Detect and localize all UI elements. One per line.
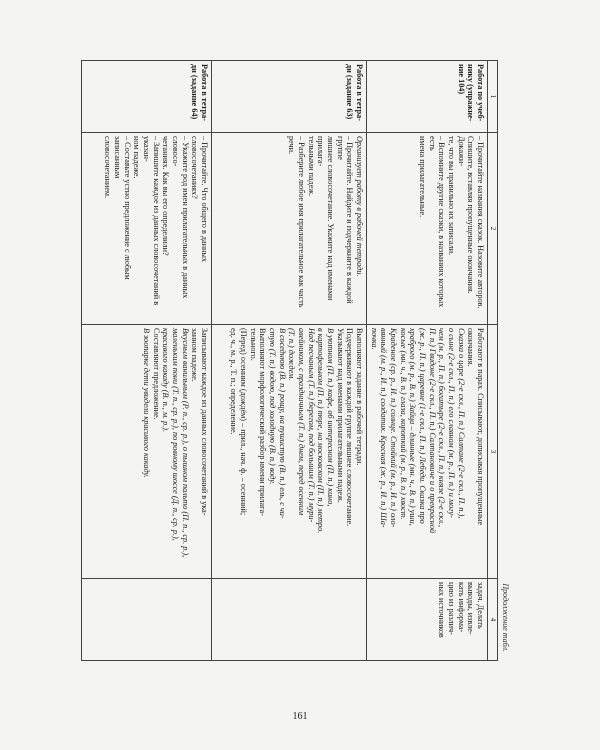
text-line: – Прочитайте. Что общего в данных словосочетаниях? [190,136,209,263]
text-line: четаниях. Как вы его определили? [161,136,171,256]
text-line: ном падеже. [132,136,142,179]
text-line: – Вспомните другие сказки, в названиях которых есть [427,136,447,308]
col-number-3: 3 [488,325,498,579]
text-line: – Разберите любое имя прилагательное как часть речи. [287,136,306,308]
text-line: в картофельном (П. п.) пюре, на московском (П. п.) метро. [316,328,326,534]
text-line: авейником, с праздничным (Т. п.) днем, перед осенним [296,328,306,516]
text-line: ных источников [437,582,447,638]
text-line: (Т. п.) дождем. [287,328,297,381]
text-line: косые (мн. ч., В. п.) глаза, короткий (м. р., В. п.) хвост. [398,328,408,520]
text-line: маленьким пони (Т. п., ср. р.), по ровному шоссе (Д. п., ср. р.), [170,328,180,541]
text-line: почка. [369,328,379,350]
text-line: Составляют предложение. [151,328,161,420]
col-number-1: 1 [488,61,498,133]
stage-cell: Работа в тетра-ди (задание 63) [211,61,366,133]
text-line: цию из различ- [446,582,456,635]
teacher-activity-cell [81,133,211,325]
text-line: В уютном (П. п.) кафе, об интересном (П. п.) кино, [325,328,335,507]
text-line: Спишите, вставляя пропущенные окончания. Докажи- [456,136,476,294]
text-line: П. п.) Гвидоне (2-е скл., П. п.) Салтановиче и о прекрасной [427,328,437,534]
col-number-4: 4 [488,579,498,661]
table-row [211,61,366,661]
text-line: чем (м. р., П. п.) богатыре (2-е скл., П. п.) князе (2-е скл., [437,328,447,528]
text-line: – Укажите род имен прилагательных в данных словосо- [170,136,190,299]
text-line: словосочетанием. [103,136,113,199]
text-line: о сыне (2-е скл., П. п.) его славном (м. р., П. п.) и могу- [446,328,456,518]
column-number-row [488,61,498,661]
text-line: Организует работу в рабочей тетради. [354,136,364,277]
text-line: имена прилагательные. [417,136,427,218]
lesson-table [81,60,498,661]
student-activity-cell [366,325,487,579]
text-line: вянный (м. р., И. п.) солдатик. Красная (ж. р., И. п.) Ша- [379,328,389,528]
text-line: Сказка о царе (2-е скл., П. п.) Салтане (2-е скл., П. п.), [456,328,466,519]
text-line: храброго (м. р., В. п.) Зайца – длинные (мн. ч., В. п.) уши, [408,328,418,526]
table-row [366,61,487,661]
text-line: Вкусным ванильным (Р. п., ср. р.), о пышном пальто (П. п., ср. р.), [180,328,190,558]
result-cell [81,579,211,661]
table-row [81,61,211,661]
text-line: выводы, извле- [466,582,476,635]
continuation-label: Продолжение табл. [501,583,510,652]
text-line: – Запишите каждое из данных словосочетаний в указан- [141,136,161,306]
page-number: 161 [292,711,308,722]
text-line: (Перед) осенним (дождём) – прил., нач. ф. – осенний; [238,328,248,516]
rotated-page [90,60,510,660]
text-line: Работают в парах. Списывают, дописывая пропущенные [476,328,485,526]
text-line: окончания. [466,328,476,367]
text-line: Выполняют морфологический разбор имени прилага- [258,328,268,516]
text-line: лишнее словосочетание. Укажите над именами прилага- [316,136,335,301]
text-line: Подчеркивают в каждой группе лишнее словосочетание. [345,328,355,527]
text-line: тельного. [248,328,258,361]
text-line: задач. Делать [476,582,485,629]
teacher-activity-cell [366,133,487,325]
text-line: занном падеже. [190,328,200,382]
result-cell [211,579,366,661]
text-line: – Прочитайте названия сказок. Назовите авторов. [476,136,485,309]
text-line: Выполняют задание в рабочей тетради. [354,328,364,466]
stage-cell: Работа в тетра-ди (задание 64) [81,61,211,133]
text-line: Краденое (ср. р., И. п.) солнце. Стойкий (м. р., И. п.) оло- [388,328,398,528]
student-activity-cell [211,325,366,579]
text-line: Указывают над именами прилагательными падеж. [335,328,345,503]
text-line: ед. ч., м. р., Т. п.; определение. [229,328,239,435]
col-number-2: 2 [488,133,498,325]
text-line: (ж. р., П. п.) царевне (1-е скл., П. п.) Лебеди. Сказка про [417,328,427,524]
text-line: Над песчаным (Т. п.) берегом, под большим (Т. п.) мури- [306,328,316,523]
result-cell [366,579,487,661]
student-activity-cell [81,325,211,579]
text-line: – Прочитайте. Найдите и подчеркните в каждой группе [335,136,355,304]
text-line: тельными падеж. [306,136,316,197]
text-line: Записывают каждое из данных словосочетаний в ука- [199,328,209,516]
stage-cell: Работа по учеб-нику (упражне-ние 104) [366,61,487,133]
text-line: те, что вы правильно их записали. [446,136,456,256]
text-line: В соседнюю (В. п.) рощу, на пушистую (В. п.) ель, с чи- [277,328,287,519]
text-line: В зоопарке дети увидели красивого какаду. [141,328,151,478]
text-line: кать информа- [456,582,466,633]
text-line: красивого какаду (В. п., м. р.). [161,328,171,433]
text-line: – Составьте устно предложение с любым записанным [112,136,132,280]
teacher-activity-cell [211,133,366,325]
text-line: стую (Т. п.) водою, под холодную (В. п.) воду. [267,328,277,485]
